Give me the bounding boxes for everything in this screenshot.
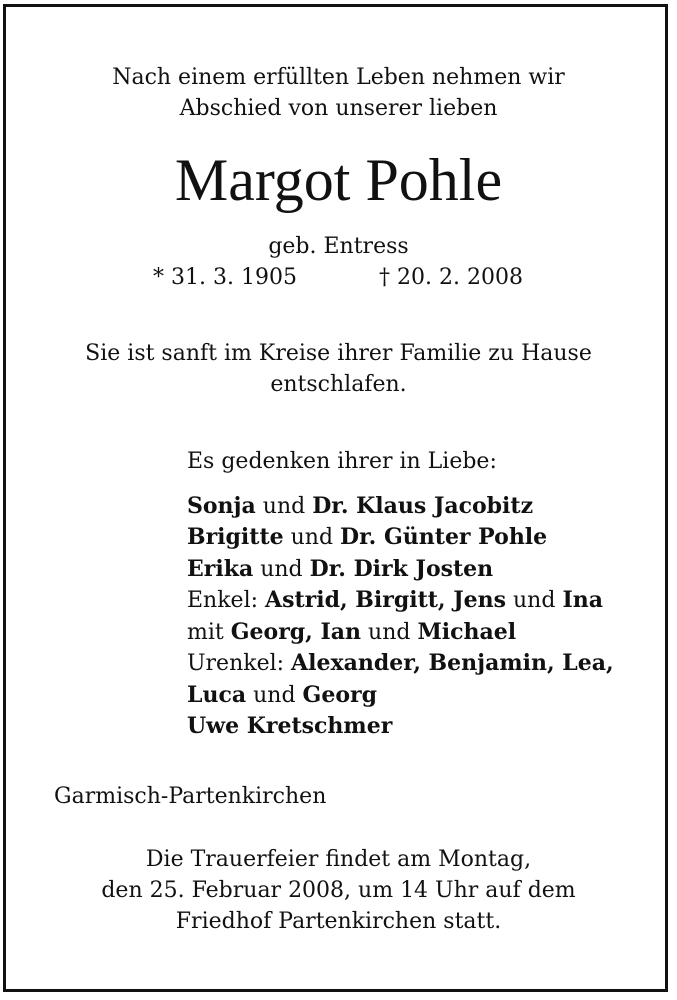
intro-text	[0, 62, 677, 124]
mourner-name: Uwe Kretschmer	[187, 713, 393, 739]
mourner-name: Georg	[302, 681, 377, 708]
mourner-name: Dr. Klaus Jacobitz	[312, 492, 534, 519]
mourner-prefix: mit	[187, 619, 231, 645]
death-date: † 20. 2. 2008	[379, 265, 523, 290]
passing-line-2: entschlafen.	[270, 372, 407, 397]
mourner-row	[187, 491, 614, 523]
place-name: Garmisch-Partenkirchen	[54, 784, 327, 809]
mourner-prefix: Urenkel:	[187, 651, 292, 676]
mourner-conjunction: und	[283, 525, 341, 550]
mourners-list	[187, 446, 614, 743]
mourner-row	[187, 585, 614, 617]
mourner-name: Sonja	[187, 492, 256, 519]
intro-line-1: Nach einem erfüllten Leben nehmen wir	[112, 65, 565, 90]
mourner-name: Michael	[417, 618, 517, 645]
service-line-2: den 25. Februar 2008, um 14 Uhr auf dem	[101, 878, 576, 903]
mourner-prefix: Enkel:	[187, 588, 266, 613]
mourner-name: Ina	[562, 587, 603, 613]
mourner-conjunction: und	[255, 493, 313, 519]
intro-line-2: Abschied von unserer lieben	[179, 96, 498, 121]
mourner-name: Dr. Günter Pohle	[340, 524, 548, 550]
mourner-row	[187, 648, 614, 680]
mourner-row	[187, 711, 614, 743]
birth-date: * 31. 3. 1905	[153, 265, 297, 290]
funeral-service-notice	[0, 844, 677, 937]
mourners-heading: Es gedenken ihrer in Liebe:	[187, 449, 497, 474]
mourner-name: Dr. Dirk Josten	[309, 555, 494, 582]
passing-text	[0, 338, 677, 400]
mourner-name: Brigitte	[187, 524, 284, 550]
born-name: geb. Entress	[268, 234, 409, 259]
mourner-conjunction: und	[506, 588, 563, 613]
passing-line-1: Sie ist sanft im Kreise ihrer Familie zu Hause	[85, 341, 592, 366]
service-line-3: Friedhof Partenkirchen statt.	[175, 909, 502, 934]
deceased-name: Margot Pohle	[174, 147, 503, 213]
mourner-conjunction: und	[253, 556, 310, 582]
mourner-name: Erika	[187, 555, 254, 582]
mourner-row	[187, 680, 614, 712]
mourner-row	[187, 522, 614, 554]
mourner-conjunction: und	[361, 619, 418, 645]
mourner-conjunction: und	[246, 682, 303, 708]
mourner-name: Alexander, Benjamin, Lea,	[291, 650, 614, 676]
mourner-name: Astrid, Birgitt, Jens	[265, 587, 507, 613]
mourner-row	[187, 617, 614, 649]
service-line-1: Die Trauerfeier findet am Montag,	[145, 847, 532, 872]
mourner-name: Luca	[187, 681, 247, 708]
mourner-row	[187, 554, 614, 586]
mourner-name: Georg, Ian	[230, 618, 362, 645]
